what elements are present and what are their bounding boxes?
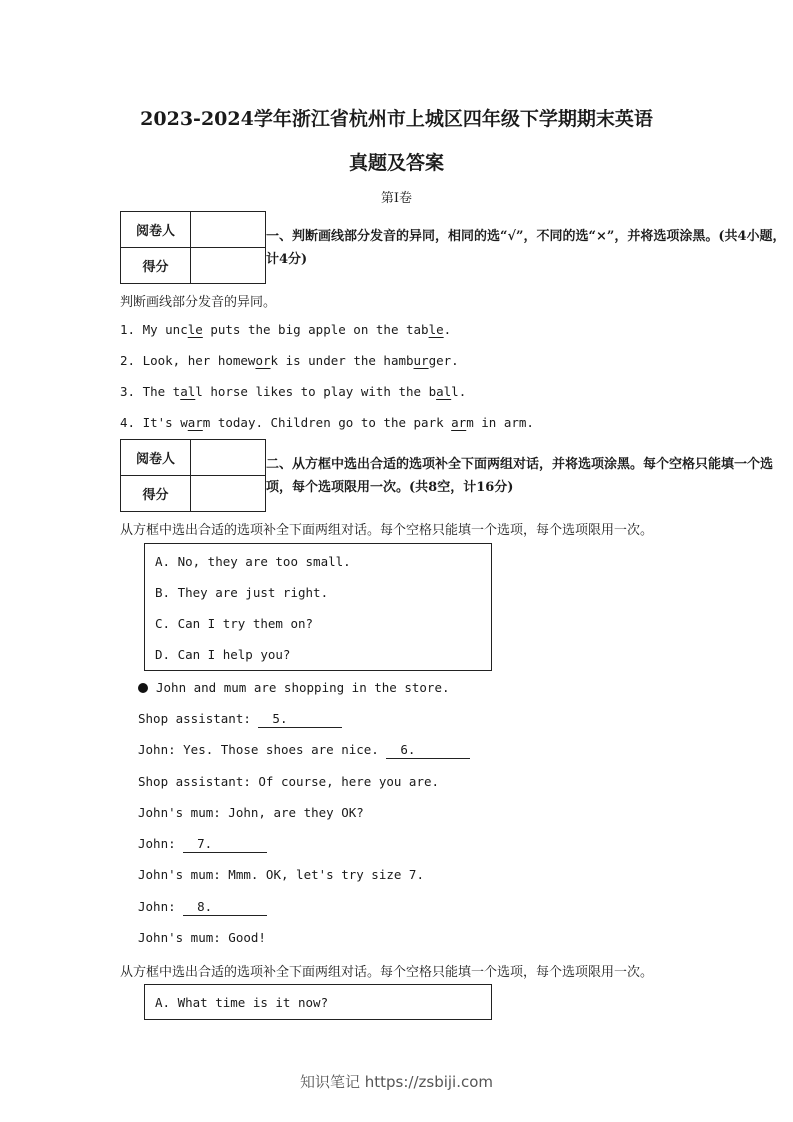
question-1	[120, 322, 451, 337]
dialogue-line	[138, 899, 267, 916]
dialogue-line: John's mum: John, are they OK?	[138, 805, 364, 820]
answer-blank-7[interactable]: 7.	[183, 836, 267, 853]
score-cell	[191, 248, 266, 284]
bullet-icon	[138, 683, 148, 693]
q2-middle: k is under the hamb	[270, 353, 414, 368]
dialogue-text: John: Yes. Those shoes are nice.	[138, 742, 387, 757]
dialogue-text: Shop assistant:	[138, 711, 259, 726]
q2-after: ger.	[428, 353, 459, 368]
q4-underline-2: ar	[451, 415, 467, 430]
option-b: B. They are just right.	[155, 585, 329, 600]
answer-blank-8[interactable]: 8.	[183, 899, 267, 916]
option-d: D. Can I help you?	[155, 647, 291, 662]
dialogue-text: John:	[138, 899, 184, 914]
reviewer-label: 阅卷人	[121, 212, 191, 248]
section1-intro: 判断画线部分发音的异同。	[120, 295, 277, 310]
score-box-1	[120, 211, 266, 284]
dialogue-line: John's mum: Good!	[138, 930, 266, 945]
dialogue-line: John's mum: Mmm. OK, let's try size 7.	[138, 867, 424, 882]
reviewer-cell-2	[191, 440, 266, 476]
q4-before: 4. It's w	[120, 415, 188, 430]
section2-intro-2: 从方框中选出合适的选项补全下面两组对话。每个空格只能填一个选项，每个选项限用一次。	[120, 965, 654, 980]
section2-heading: 二、从方框中选出合适的选项补全下面两组对话，并将选项涂黑。每个空格只能填一个选项，每个选项限用一次。(共8空，计16分)	[266, 457, 774, 495]
document-title-line1: 2023-2024学年浙江省杭州市上城区四年级下学期期末英语	[140, 108, 653, 130]
document-title-line2: 真题及答案	[348, 152, 444, 174]
dialogue-text: John:	[138, 836, 184, 851]
answer-blank-6[interactable]: 6.	[386, 742, 470, 759]
section1-heading: 一、判断画线部分发音的异同，相同的选“√”，不同的选“×”，并将选项涂黑。(共4小题，计4分)	[266, 229, 786, 267]
q1-after: .	[443, 322, 452, 337]
option-a: A. No, they are too small.	[155, 554, 351, 569]
q2-before: 2. Look, her homew	[120, 353, 256, 368]
dialogue-line	[138, 711, 342, 728]
score-label: 得分	[121, 248, 191, 284]
score-label-2: 得分	[121, 476, 191, 512]
q1-middle: puts the big apple on the tab	[202, 322, 429, 337]
q2-underline-2: ur	[413, 353, 429, 368]
option-a-2: A. What time is it now?	[155, 995, 329, 1010]
q3-underline-2: al	[436, 384, 452, 399]
volume-label: 第I卷	[380, 191, 413, 206]
options-box-1	[144, 543, 492, 671]
answer-blank-5[interactable]: 5.	[258, 711, 342, 728]
q1-before: 1. My unc	[120, 322, 188, 337]
q3-after: l.	[451, 384, 467, 399]
dialogue-line: Shop assistant: Of course, here you are.	[138, 774, 440, 789]
q3-underline-1: al	[180, 384, 196, 399]
reviewer-label-2: 阅卷人	[121, 440, 191, 476]
q1-underline-1: le	[187, 322, 203, 337]
question-4	[120, 415, 534, 430]
score-cell-2	[191, 476, 266, 512]
q4-after: m in arm.	[466, 415, 534, 430]
q4-middle: m today. Children go to the park	[202, 415, 452, 430]
section2-intro: 从方框中选出合适的选项补全下面两组对话。每个空格只能填一个选项，每个选项限用一次。	[120, 523, 654, 538]
score-box-2	[120, 439, 266, 512]
q3-middle: l horse likes to play with the b	[195, 384, 437, 399]
reviewer-cell	[191, 212, 266, 248]
dialogue-line	[138, 742, 470, 759]
options-box-2	[144, 984, 492, 1020]
question-2	[120, 353, 459, 368]
dialogue-line	[138, 836, 267, 853]
dialogue-scene	[138, 680, 450, 695]
scene-text: John and mum are shopping in the store.	[156, 680, 450, 695]
footer-watermark: 知识笔记 https://zsbiji.com	[299, 1073, 494, 1091]
q3-before: 3. The t	[120, 384, 181, 399]
q4-underline-1: ar	[187, 415, 203, 430]
option-c: C. Can I try them on?	[155, 616, 314, 631]
question-3	[120, 384, 466, 399]
q2-underline-1: or	[255, 353, 271, 368]
q1-underline-2: le	[428, 322, 444, 337]
